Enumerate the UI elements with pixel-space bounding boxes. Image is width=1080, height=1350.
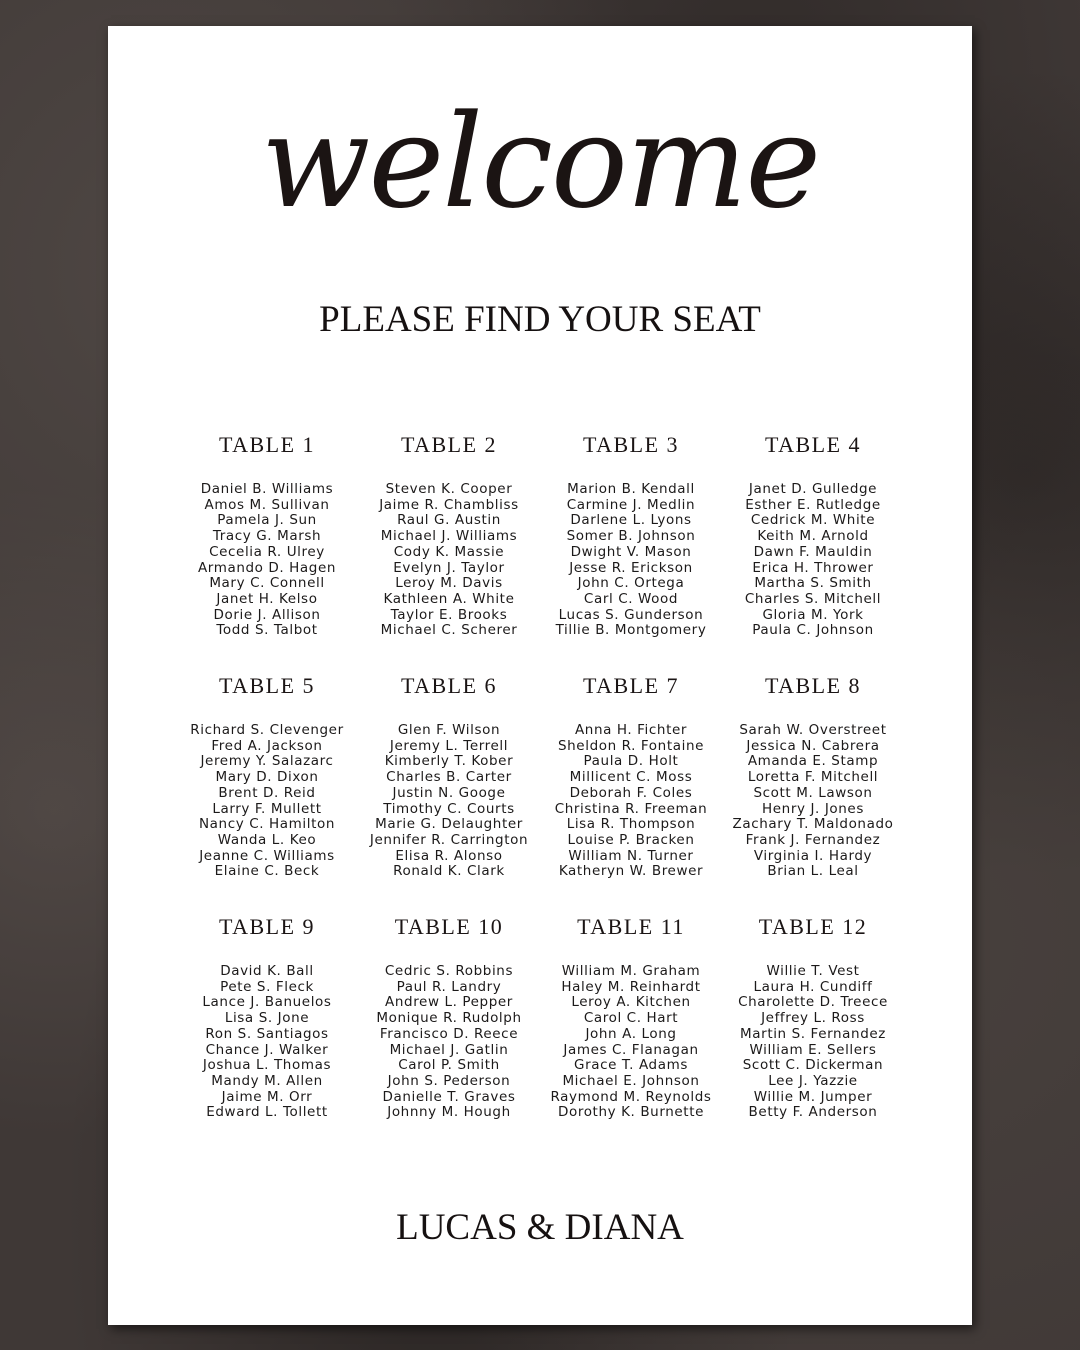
couple-names: LUCAS & DIANA <box>396 1207 684 1248</box>
guest-name: Timothy C. Courts <box>383 800 515 817</box>
table-title: TABLE 9 <box>218 914 316 939</box>
guest-list <box>722 482 904 639</box>
guest-name: Henry J. Jones <box>762 800 864 817</box>
guest-name: William E. Sellers <box>749 1041 877 1058</box>
guest-name: Cody K. Massie <box>393 543 505 560</box>
guest-name: Ron S. Santiagos <box>205 1025 329 1042</box>
table-block <box>540 430 722 671</box>
guest-name: Carol P. Smith <box>398 1057 500 1074</box>
guest-name: Loretta F. Mitchell <box>747 769 879 786</box>
guest-name: John C. Ortega <box>577 575 685 592</box>
guest-name: Charles B. Carter <box>386 769 512 786</box>
table-title: TABLE 8 <box>764 673 862 698</box>
guest-name: Christina R. Freeman <box>554 800 708 817</box>
guest-name: Laura H. Cundiff <box>753 978 873 995</box>
guest-name: Joshua L. Thomas <box>202 1057 332 1074</box>
guest-name: Sarah W. Overstreet <box>739 722 887 738</box>
guest-name: Paula D. Holt <box>583 753 679 770</box>
guest-name: Nancy C. Hamilton <box>198 816 336 833</box>
guest-name: Betty F. Anderson <box>748 1104 878 1121</box>
guest-name: Paul R. Landry <box>396 978 502 995</box>
guest-name: Todd S. Talbot <box>216 622 318 639</box>
guest-name: Millicent C. Moss <box>569 769 693 786</box>
guest-name: Leroy M. Davis <box>395 575 503 592</box>
guest-name: Mary C. Connell <box>209 575 325 592</box>
guest-name: Louise P. Bracken <box>567 831 695 848</box>
guest-name: Pamela J. Sun <box>217 512 317 529</box>
guest-name: Carol C. Hart <box>583 1010 679 1027</box>
tables-grid <box>176 430 904 1153</box>
table-title: TABLE 7 <box>582 673 680 698</box>
guest-name: Willie M. Jumper <box>753 1088 873 1105</box>
guest-name: Marion B. Kendall <box>567 481 695 497</box>
guest-name: Jaime R. Chambliss <box>379 496 519 513</box>
guest-name: Carmine J. Medlin <box>566 496 696 513</box>
subtitle: PLEASE FIND YOUR SEAT <box>319 299 761 340</box>
guest-name: Gloria M. York <box>762 606 864 623</box>
guest-name: Zachary T. Maldonado <box>732 816 894 833</box>
guest-list <box>540 723 722 880</box>
guest-name: Jessica N. Cabrera <box>746 737 880 754</box>
table-title: TABLE 5 <box>218 673 316 698</box>
guest-name: Jennifer R. Carrington <box>369 831 529 848</box>
guest-list <box>722 723 904 880</box>
guest-name: Justin N. Googe <box>392 784 506 801</box>
guest-name: Anna H. Fichter <box>574 722 688 738</box>
guest-name: Daniel B. Williams <box>200 481 334 497</box>
guest-name: Armando D. Hagen <box>197 559 337 576</box>
seating-chart-poster <box>108 26 972 1325</box>
table-title: TABLE 4 <box>764 432 862 457</box>
table-block <box>176 430 358 671</box>
guest-name: David K. Ball <box>220 963 314 979</box>
table-title: TABLE 10 <box>394 914 504 939</box>
guest-name: Francisco D. Reece <box>379 1025 519 1042</box>
guest-name: Lee J. Yazzie <box>768 1072 858 1089</box>
guest-name: Glen F. Wilson <box>397 722 501 738</box>
guest-name: Michael E. Johnson <box>562 1072 700 1089</box>
table-block <box>722 430 904 671</box>
table-title: TABLE 3 <box>582 432 680 457</box>
guest-name: Cedrick M. White <box>750 512 876 529</box>
guest-name: Martha S. Smith <box>754 575 872 592</box>
guest-name: Raymond M. Reynolds <box>550 1088 712 1105</box>
guest-name: Lucas S. Gunderson <box>558 606 704 623</box>
guest-name: Jeanne C. Williams <box>199 847 335 864</box>
table-title: TABLE 1 <box>218 432 316 457</box>
guest-name: Dorie J. Allison <box>213 606 321 623</box>
guest-name: William N. Turner <box>568 847 694 864</box>
table-block <box>540 671 722 912</box>
guest-name: James C. Flanagan <box>563 1041 699 1058</box>
guest-name: Martin S. Fernandez <box>740 1025 886 1042</box>
guest-name: Fred A. Jackson <box>211 737 323 754</box>
welcome-heading: welcome <box>260 88 820 237</box>
guest-name: Jeremy Y. Salazarc <box>200 753 334 770</box>
guest-list <box>358 723 540 880</box>
guest-name: Wanda L. Keo <box>217 831 317 848</box>
guest-name: Scott C. Dickerman <box>742 1057 884 1074</box>
guest-name: Brent D. Reid <box>218 784 316 801</box>
guest-name: Haley M. Reinhardt <box>561 978 701 995</box>
guest-name: Jesse R. Erickson <box>569 559 693 576</box>
table-block <box>722 671 904 912</box>
guest-name: Brian L. Leal <box>767 863 859 880</box>
guest-name: Mandy M. Allen <box>211 1072 323 1089</box>
guest-name: Ronald K. Clark <box>393 863 505 880</box>
guest-name: Erica H. Thrower <box>752 559 874 576</box>
guest-name: Michael J. Gatlin <box>389 1041 509 1058</box>
guest-name: Mary D. Dixon <box>215 769 319 786</box>
guest-name: Lisa S. Jone <box>224 1010 310 1027</box>
guest-name: Janet H. Kelso <box>216 590 318 607</box>
table-block <box>176 912 358 1153</box>
guest-name: Grace T. Adams <box>574 1057 688 1074</box>
guest-name: Raul G. Austin <box>397 512 501 529</box>
guest-name: Kimberly T. Kober <box>384 753 514 770</box>
guest-name: Andrew L. Pepper <box>385 994 513 1011</box>
guest-list <box>540 964 722 1121</box>
guest-name: Darlene L. Lyons <box>570 512 692 529</box>
guest-name: Jaime M. Orr <box>221 1088 313 1105</box>
guest-name: Pete S. Fleck <box>220 978 314 995</box>
guest-name: Elisa R. Alonso <box>395 847 503 864</box>
guest-list <box>176 964 358 1121</box>
guest-name: Paula C. Johnson <box>752 622 874 639</box>
guest-name: Monique R. Rudolph <box>376 1010 522 1027</box>
guest-name: Lisa R. Thompson <box>566 816 696 833</box>
guest-list <box>358 964 540 1121</box>
guest-name: Sheldon R. Fontaine <box>557 737 705 754</box>
guest-name: Jeremy L. Terrell <box>389 737 509 754</box>
table-block <box>722 912 904 1153</box>
guest-name: Tillie B. Montgomery <box>555 622 707 639</box>
guest-name: Kathleen A. White <box>383 590 515 607</box>
guest-name: Larry F. Mullett <box>212 800 322 817</box>
guest-name: Steven K. Cooper <box>385 481 513 497</box>
table-block <box>358 671 540 912</box>
guest-name: Janet D. Gulledge <box>748 481 878 497</box>
guest-list <box>358 482 540 639</box>
guest-name: Danielle T. Graves <box>382 1088 516 1105</box>
guest-name: Marie G. Delaughter <box>375 816 523 833</box>
guest-name: Virginia I. Hardy <box>753 847 873 864</box>
guest-name: Charolette D. Treece <box>738 994 888 1011</box>
guest-name: Charles S. Mitchell <box>744 590 882 607</box>
guest-name: Esther E. Rutledge <box>745 496 881 513</box>
guest-name: William M. Graham <box>561 963 701 979</box>
guest-name: Willie T. Vest <box>766 963 860 979</box>
guest-name: Leroy A. Kitchen <box>571 994 691 1011</box>
guest-list <box>176 482 358 639</box>
table-title: TABLE 6 <box>400 673 498 698</box>
guest-list <box>722 964 904 1121</box>
guest-name: Michael J. Williams <box>380 528 518 545</box>
guest-name: Edward L. Tollett <box>206 1104 328 1121</box>
guest-name: Richard S. Clevenger <box>190 722 344 738</box>
table-block <box>540 912 722 1153</box>
guest-name: Scott M. Lawson <box>753 784 873 801</box>
guest-name: Dwight V. Mason <box>570 543 692 560</box>
guest-name: Jeffrey L. Ross <box>761 1010 865 1027</box>
guest-name: Amos M. Sullivan <box>204 496 330 513</box>
guest-name: Somer B. Johnson <box>566 528 696 545</box>
guest-name: John A. Long <box>585 1025 677 1042</box>
table-block <box>358 912 540 1153</box>
guest-name: Cecelia R. Ulrey <box>209 543 325 560</box>
guest-name: Taylor E. Brooks <box>390 606 508 623</box>
table-title: TABLE 11 <box>577 914 685 939</box>
table-block <box>358 430 540 671</box>
guest-name: Carl C. Wood <box>583 590 679 607</box>
table-block <box>176 671 358 912</box>
guest-list <box>540 482 722 639</box>
guest-name: Elaine C. Beck <box>214 863 320 880</box>
guest-name: Keith M. Arnold <box>757 528 869 545</box>
table-title: TABLE 2 <box>400 432 498 457</box>
guest-name: Dorothy K. Burnette <box>557 1104 705 1121</box>
guest-name: Amanda E. Stamp <box>747 753 879 770</box>
table-title: TABLE 12 <box>758 914 868 939</box>
guest-name: Cedric S. Robbins <box>384 963 514 979</box>
guest-name: Michael C. Scherer <box>380 622 518 639</box>
guest-name: Lance J. Banuelos <box>202 994 332 1011</box>
guest-name: John S. Pederson <box>387 1072 511 1089</box>
guest-name: Tracy G. Marsh <box>212 528 322 545</box>
guest-name: Katheryn W. Brewer <box>558 863 704 880</box>
guest-name: Evelyn J. Taylor <box>393 559 505 576</box>
guest-name: Chance J. Walker <box>205 1041 329 1058</box>
guest-name: Deborah F. Coles <box>569 784 693 801</box>
guest-name: Dawn F. Mauldin <box>753 543 873 560</box>
guest-list <box>176 723 358 880</box>
guest-name: Johnny M. Hough <box>387 1104 511 1121</box>
guest-name: Frank J. Fernandez <box>745 831 881 848</box>
